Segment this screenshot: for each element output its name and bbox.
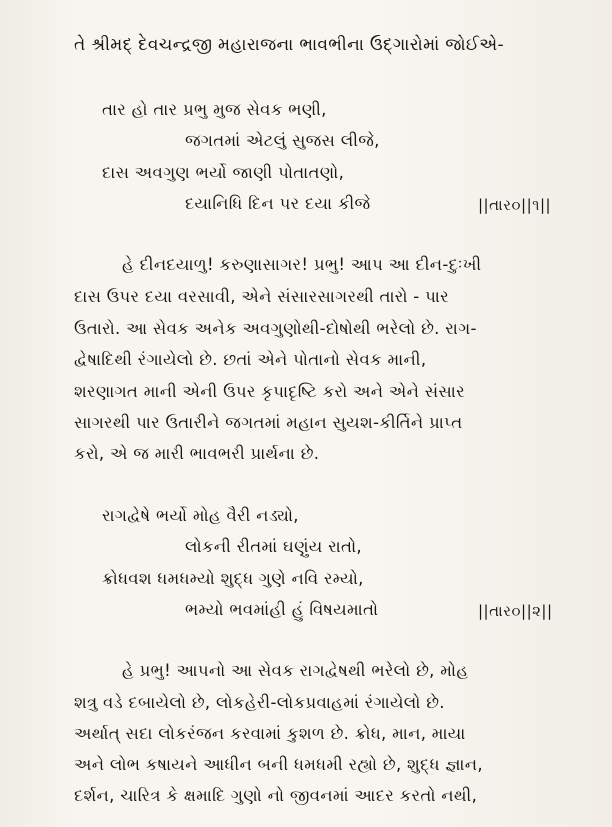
para1-line-6: સાગરથી પાર ઉતારીને જગતમાં મહાન સુયશ-કીર્તિને પ્રાપ્ત (74, 413, 463, 432)
para2-line-1: હે પ્રભુ! આપનો આ સેવક રાગદ્વેષથી ભરેલો છે, મોહ (122, 661, 469, 680)
verse2-line-3: ક્રોધવશ ધમધમ્યો શુદ્ધ ગુણે નવિ રમ્યો, (102, 569, 364, 588)
verse1-marker: ||તાર૦||૧|| (478, 196, 552, 214)
para1-line-2: દાસ ઉપર દયા વરસાવી, એને સંસારસાગરથી તારો - પાર (74, 287, 449, 306)
verse1-line-2: જગતમાં એટલું સુજસ લીજે, (185, 131, 380, 150)
verse2-line-1: રાગદ્વેષે ભર્યો મોહ વૈરી નડ્યો, (102, 506, 299, 525)
verse2-marker: ||તાર૦||૨|| (478, 602, 553, 620)
para2-line-3: અર્થાત્ સદા લોકરંજન કરવામાં કુશળ છે. ક્રોધ, માન, માયા (74, 724, 466, 743)
verse2-line-2: લોકની રીતમાં ઘણુંય રાતો, (185, 537, 362, 556)
para1-line-5: શરણાગત માની એની ઉપર કૃપાદૃષ્ટિ કરો અને એને સંસાર (74, 382, 465, 401)
para1-line-1: હે દીનદયાળુ! કરુણાસાગર! પ્રભુ! આપ આ દીન-દુઃખી (122, 255, 482, 274)
para1-line-7: કરો, એ જ મારી ભાવભરી પ્રાર્થના છે. (74, 444, 320, 463)
verse1-line-1: તાર હો તાર પ્રભુ મુજ સેવક ભણી, (102, 100, 327, 119)
verse2-line-4: ભમ્યો ભવમાંહી હું વિષયમાતો (185, 600, 379, 619)
intro-line: તે શ્રીમદ્ દેવચન્દ્રજી મહારાજના ભાવભીના ઉદ્ગારોમાં જોઈએ- (74, 35, 504, 55)
para1-line-4: દ્વેષાદિથી રંગાયેલો છે. છતાં એને પોતાનો સેવક માની, (74, 350, 427, 369)
para2-line-2: શત્રુ વડે દબાયેલો છે, લોકહેરી-લોકપ્રવાહમાં રંગાયેલો છે. (74, 693, 445, 712)
para2-line-4: અને લોભ કષાયને આધીન બની ધમધમી રહ્યો છે, શુદ્ધ જ્ઞાન, (74, 755, 483, 774)
para1-line-3: ઉતારો. આ સેવક અનેક અવગુણોથી-દોષોથી ભરેલો છે. રાગ- (74, 319, 477, 338)
para2-line-5: દર્શન, ચારિત્ર કે ક્ષમાદિ ગુણો નો જીવનમાં આદર કરતો નથી, (74, 786, 478, 805)
verse1-line-3: દાસ અવગુણ ભર્યો જાણી પોતાતણો, (102, 163, 345, 182)
verse1-line-4: દયાનિધિ દિન પર દયા કીજે (185, 194, 371, 213)
